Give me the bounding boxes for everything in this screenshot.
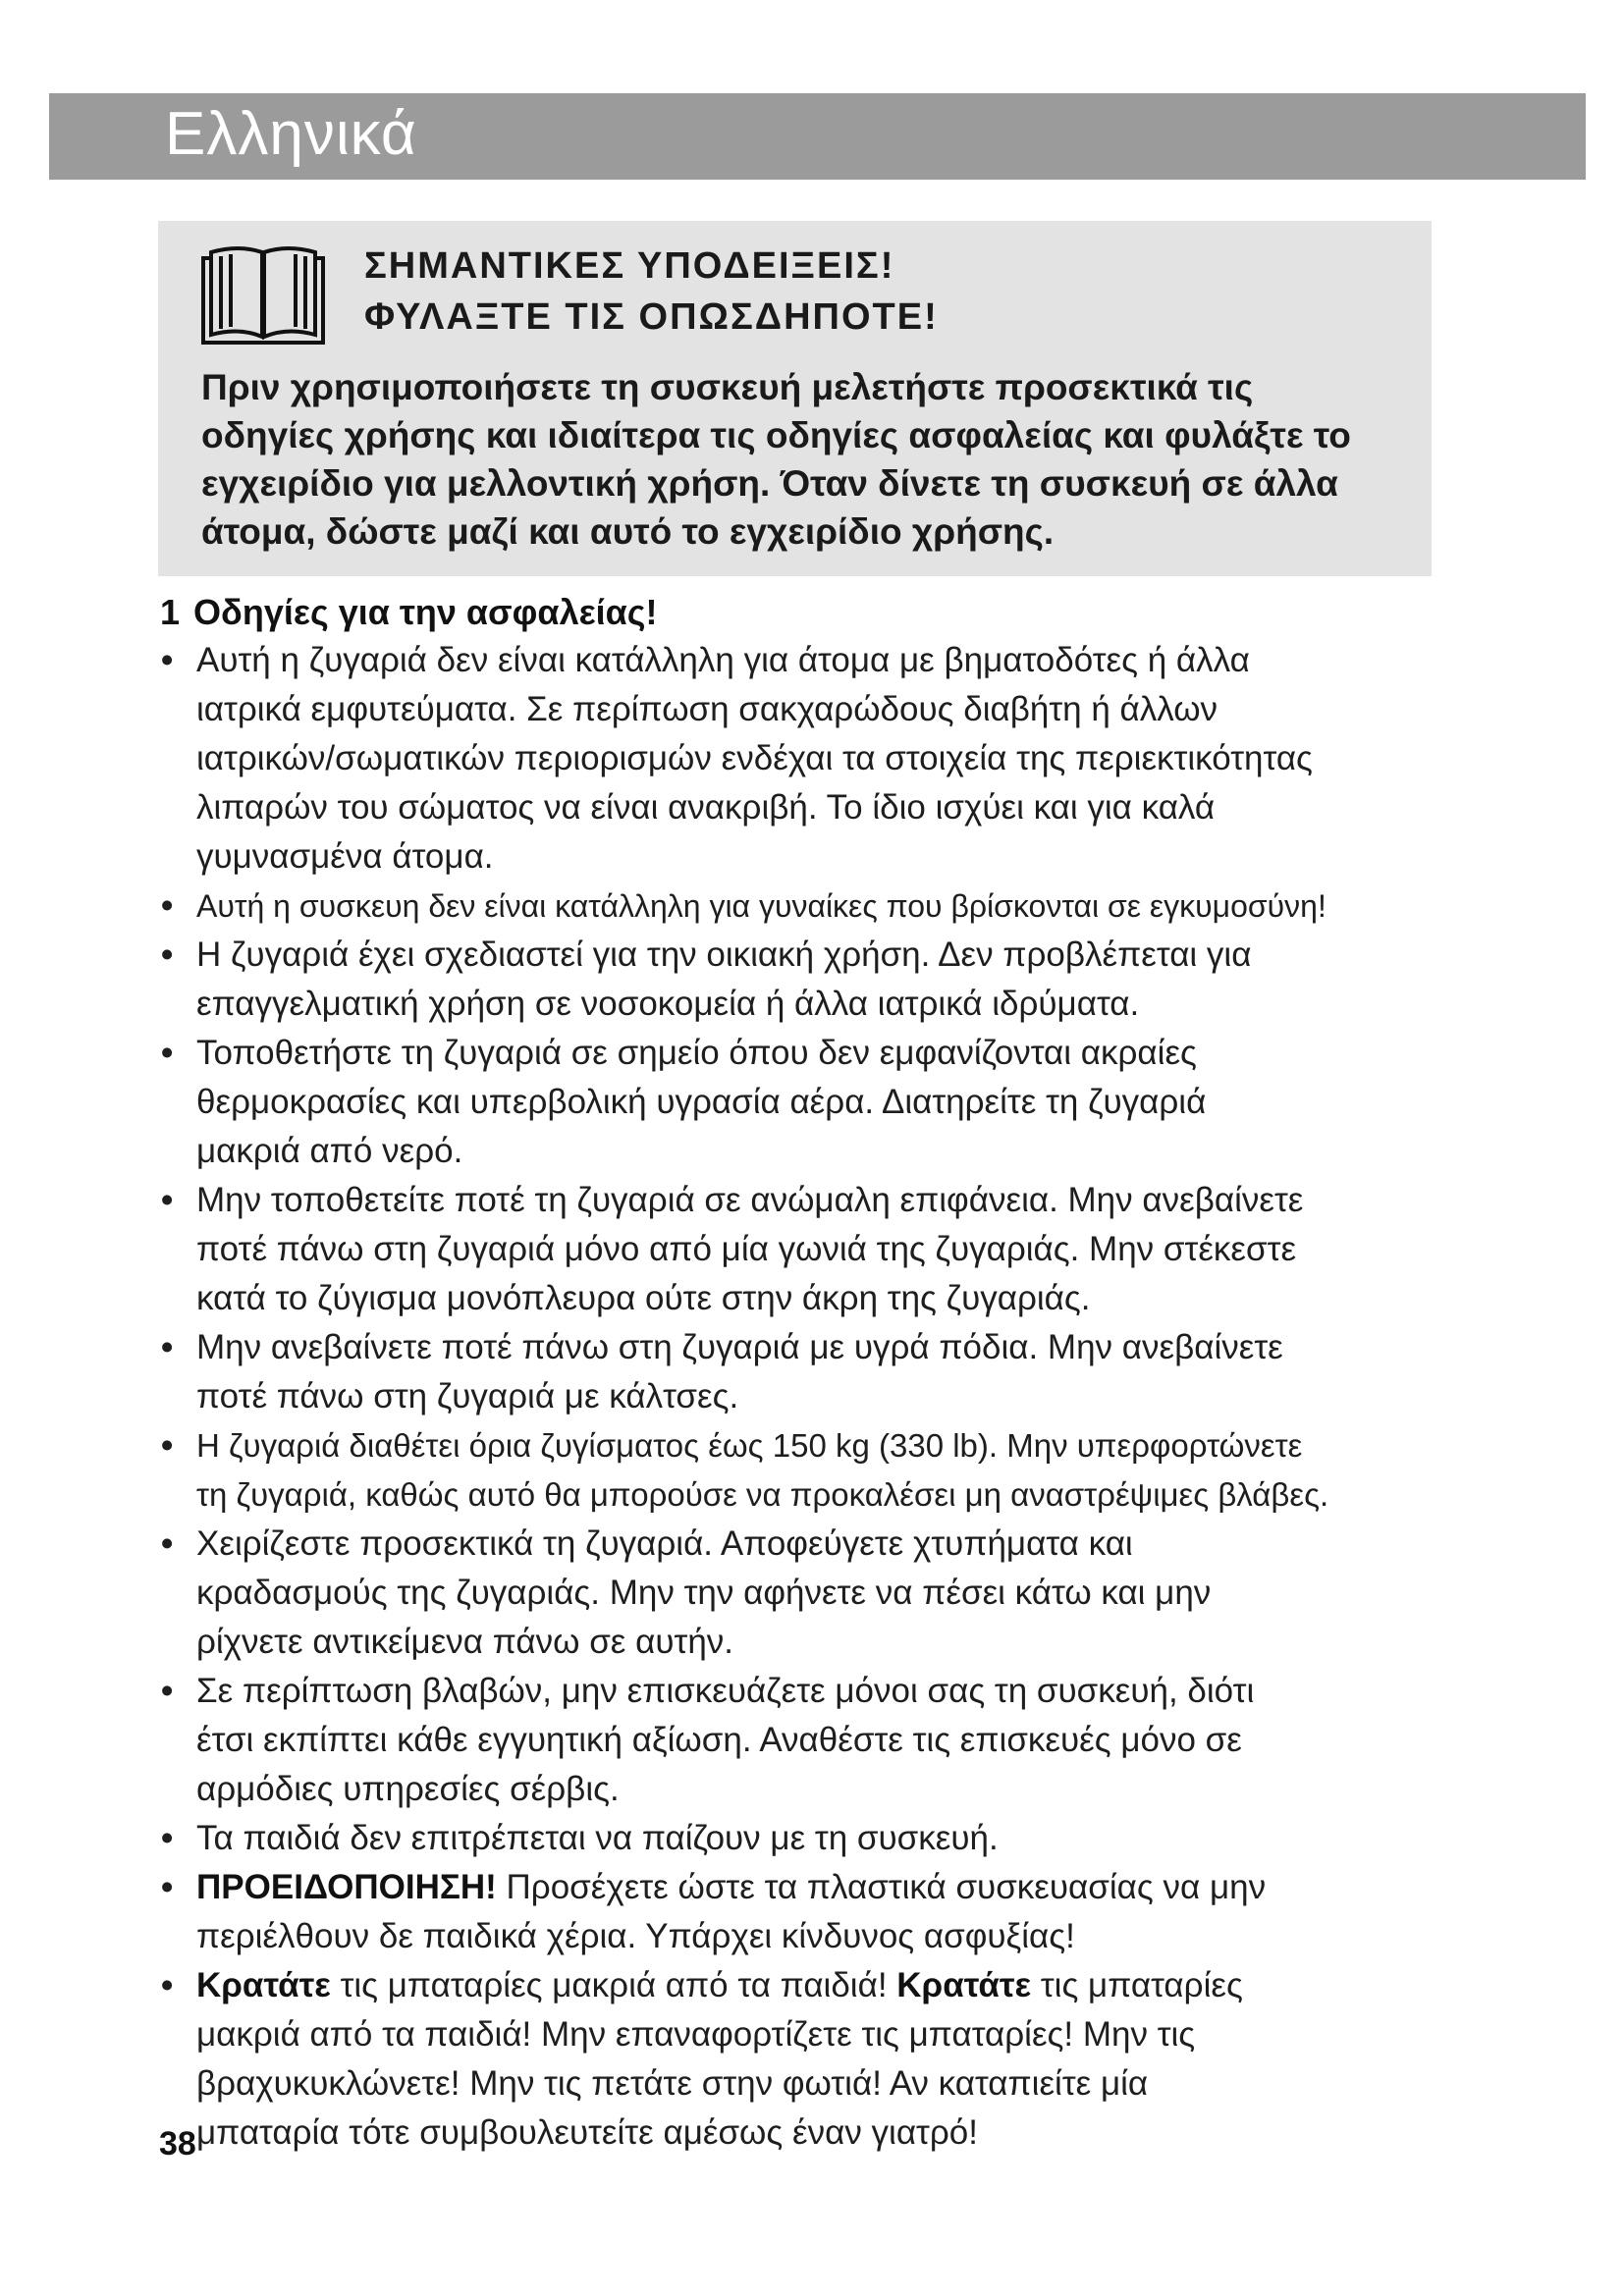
list-item-line	[196, 1863, 1532, 1912]
list-item	[157, 1421, 1532, 1520]
notice-title-line: ΣΗΜΑΝΤΙΚΕΣ ΥΠΟΔΕΙΞΕΙΣ!	[364, 245, 895, 287]
list-item-line: μακριά από τα παιδιά! Μην επαναφορτίζετε τις μπαταρίες! Μην τις	[196, 2015, 1196, 2054]
list-item-line: τη ζυγαριά, καθώς αυτό θα μπορούσε να προκαλέσει μη αναστρέψιμες βλάβες.	[196, 1476, 1329, 1513]
section-title: Οδηγίες για την ασφαλείας!	[193, 592, 658, 632]
list-item-line: γυμνασμένα άτομα.	[196, 837, 494, 876]
emphasis-label: Κρατάτε	[896, 1966, 1032, 2004]
list-item-line: Τοποθετήστε τη ζυγαριά σε σημείο όπου δεν εμφανίζονται ακραίες	[196, 1034, 1197, 1072]
notice-text	[201, 363, 1409, 556]
list-item-line: θερμοκρασίες και υπερβολική υγρασία αέρα. Διατηρείτε τη ζυγαριά	[196, 1083, 1207, 1121]
list-item-line: Σε περίπτωση βλαβών, μην επισκευάζετε μόνοι σας τη συσκευή, διότι	[196, 1672, 1255, 1710]
bullet: •	[161, 641, 174, 679]
list-item-line: Τα παιδιά δεν επιτρέπεται να παίζουν με τη συσκευή.	[196, 1819, 999, 1857]
list-item	[157, 636, 1532, 881]
list-item-line: κραδασμούς της ζυγαριάς. Μην την αφήνετε να πέσει κάτω και μην	[196, 1574, 1212, 1612]
list-item-line: Αυτή η συσκευη δεν είναι κατάλληλη για γυναίκες που βρίσκονται σε εγκυμοσύνη!	[196, 888, 1326, 924]
notice-text-line: οδηγίες χρήσης και ιδιαίτερα τις οδηγίες ασφαλείας και φυλάξτε το	[201, 415, 1351, 455]
list-item-line: Η ζυγαριά διαθέτει όρια ζυγίσματος έως 150 kg (330 lb). Μην υπερφορτώνετε	[196, 1427, 1303, 1464]
bullet: •	[161, 1868, 174, 1906]
list-item	[157, 1667, 1532, 1814]
section-number: 1	[160, 592, 181, 632]
list-item	[157, 931, 1532, 1029]
list-item-line: ποτέ πάνω στη ζυγαριά με κάλτσες.	[196, 1377, 739, 1415]
bullet: •	[161, 1034, 174, 1072]
list-item-line: Μην τοποθετείτε ποτέ τη ζυγαριά σε ανώμαλη επιφάνεια. Μην ανεβαίνετε	[196, 1181, 1304, 1219]
language-label: Ελληνικά	[165, 100, 417, 168]
bullet: •	[161, 1328, 174, 1366]
notice-text-line: Πριν χρησιμοποιήσετε τη συσκευή μελετήστε προσεκτικά τις	[201, 367, 1254, 407]
list-item	[157, 1323, 1532, 1421]
warning-label: ΠΡΟΕΙΔΟΠΟΙΗΣΗ!	[196, 1868, 497, 1906]
safety-instructions-list	[157, 636, 1532, 2158]
list-item-line: ιατρικά εμφυτεύματα. Σε περίπωση σακχαρώδους διαβήτη ή άλλων	[196, 690, 1218, 728]
notice-text-line: εγχειρίδιο για μελλοντική χρήση. Όταν δίνετε τη συσκευή σε άλλα	[201, 463, 1338, 504]
bullet: •	[161, 1672, 174, 1710]
list-item-line: κατά το ζύγισμα μονόπλευρα ούτε στην άκρη της ζυγαριάς.	[196, 1279, 1091, 1317]
page-number: 38	[159, 2125, 196, 2163]
list-item-line: Χειρίζεστε προσεκτικά τη ζυγαριά. Αποφεύγετε χτυπήματα και	[196, 1524, 1133, 1563]
list-item-line: έτσι εκπίπτει κάθε εγγυητική αξίωση. Αναθέστε τις επισκευές μόνο σε	[196, 1721, 1242, 1759]
bullet: •	[161, 1181, 174, 1219]
list-item-line: αρμόδιες υπηρεσίες σέρβις.	[196, 1770, 620, 1808]
list-item-line: Η ζυγαριά έχει σχεδιαστεί για την οικιακή χρήση. Δεν προβλέπεται για	[196, 935, 1252, 974]
list-item	[157, 1814, 1532, 1863]
list-item	[157, 881, 1532, 931]
list-item-text: τις μπαταρίες μακριά από τα παιδιά!	[330, 1966, 897, 2004]
list-item-line: περιέλθουν δε παιδικά χέρια. Υπάρχει κίνδυνος ασφυξίας!	[196, 1917, 1075, 1955]
bullet: •	[161, 1524, 174, 1563]
language-banner	[49, 93, 1586, 180]
list-item-text: τις μπαταρίες	[1031, 1966, 1243, 2004]
section-heading	[160, 589, 658, 636]
notice-title-line: ΦΥΛΑΞΤΕ ΤΙΣ ΟΠΩΣΔΗΠΟΤΕ!	[364, 296, 939, 338]
bullet: •	[161, 886, 174, 925]
list-item	[157, 1520, 1532, 1667]
list-item-line: λιπαρών του σώματος να είναι ανακριβή. Το ίδιο ισχύει και για καλά	[196, 788, 1216, 827]
bullet: •	[161, 1426, 174, 1465]
notice-title	[364, 240, 939, 343]
list-item-line	[196, 1961, 1532, 2010]
important-notice-box	[158, 221, 1432, 576]
notice-text-line: άτομα, δώστε μαζί και αυτό το εγχειρίδιο χρήσης.	[201, 511, 1055, 552]
list-item	[157, 1863, 1532, 1961]
list-item-line: μακριά από νερό.	[196, 1132, 463, 1170]
book-icon	[199, 239, 327, 347]
list-item-line: ποτέ πάνω στη ζυγαριά μόνο από μία γωνιά της ζυγαριάς. Μην στέκεστε	[196, 1230, 1297, 1268]
list-item-line: Μην ανεβαίνετε ποτέ πάνω στη ζυγαριά με υγρά πόδια. Μην ανεβαίνετε	[196, 1328, 1283, 1366]
list-item	[157, 1176, 1532, 1323]
list-item	[157, 1961, 1532, 2158]
list-item	[157, 1029, 1532, 1176]
bullet: •	[161, 1966, 174, 2004]
list-item-line: βραχυκυκλώνετε! Μην τις πετάτε στην φωτιά! Αν καταπιείτε μία	[196, 2064, 1149, 2103]
emphasis-label: Κρατάτε	[196, 1966, 331, 2004]
bullet: •	[161, 1819, 174, 1857]
bullet: •	[161, 935, 174, 974]
list-item-line: μπαταρία τότε συμβουλευτείτε αμέσως έναν γιατρό!	[196, 2113, 978, 2152]
list-item-line: ρίχνετε αντικείμενα πάνω σε αυτήν.	[196, 1623, 734, 1661]
list-item-line: ιατρικών/σωματικών περιορισμών ενδέχαι τα στοιχεία της περιεκτικότητας	[196, 739, 1313, 777]
list-item-line: επαγγελματική χρήση σε νοσοκομεία ή άλλα ιατρικά ιδρύματα.	[196, 985, 1140, 1023]
list-item-text: Προσέχετε ώστε τα πλαστικά συσκευασίας να μην	[496, 1868, 1267, 1906]
list-item-line: Αυτή η ζυγαριά δεν είναι κατάλληλη για άτομα με βηματοδότες ή άλλα	[196, 641, 1250, 679]
